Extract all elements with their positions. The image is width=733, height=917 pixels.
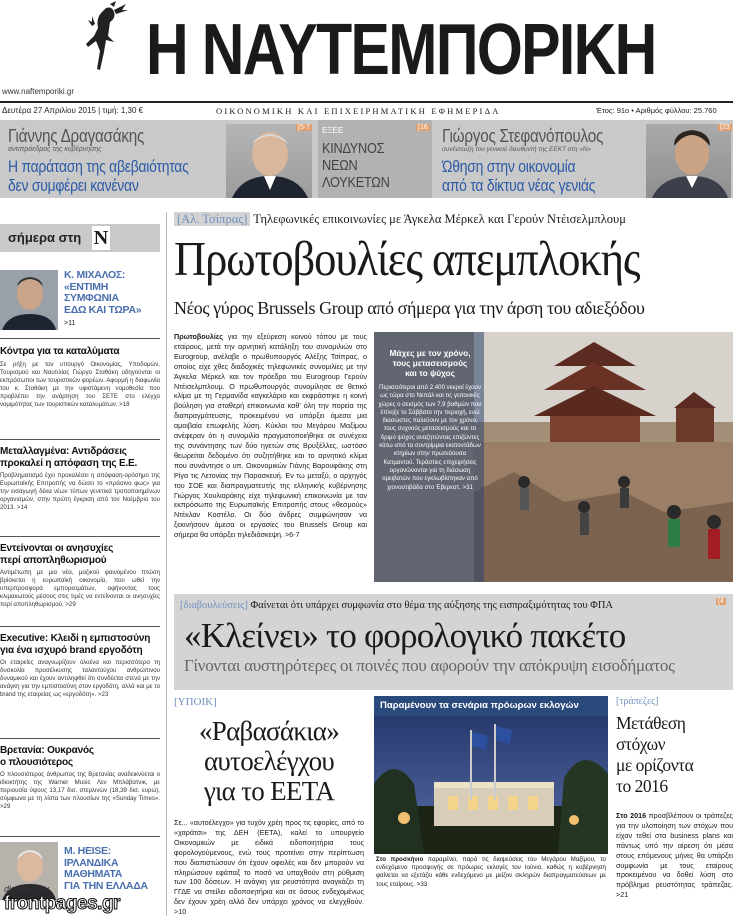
ppc-story[interactable] <box>174 696 364 916</box>
dateline: Δευτέρα 27 Απριλίου 2015 | τιμή: 1,30 € <box>2 106 144 115</box>
teaser-line: ΝΕΩΝ <box>322 157 358 174</box>
teaser-headline: από τα δίκτυα νέας γενιάς <box>442 176 596 195</box>
sidebar-item[interactable]: Μεταλλαγμένα: Αντιδράσεις προκαλεί η απόφαση της Ε.Ε. Προβληματισμό έχει προκαλέσει η απόφαση-ορόσημο της Ευρωπαϊκής Επιτροπής να δώσει το «πράσινο φως» για την εισαγωγή δέκα νέων τύπων γενετικά τροποποιημένων οργανισμών, στην πρώτη έγκριση από τον Νοέμβριο του 2013. >14 <box>0 446 160 512</box>
teaser-tag: ΕΞΕΕ <box>322 126 344 135</box>
teaser-dragasakis[interactable] <box>0 120 314 198</box>
ppc-headline: για το ΕΕΤΑ <box>203 776 335 806</box>
sidebar-divider <box>0 836 160 837</box>
lead-deck: Νέος γύρος Brussels Group από σήμερα για την άρση του αδιεξόδου <box>174 298 645 318</box>
masthead-subtitle: ΟΙΚΟΝΟΜΙΚΗ ΚΑΙ ΕΠΙΧΕΙΡΗΜΑΤΙΚΗ ΕΦΗΜΕΡΙΔΑ <box>216 106 501 116</box>
elections-caption: Στο προσκήνιο παραμένει, παρά τις διαψεύσεις του Μεγάρου Μαξίμου, το ενδεχόμενο προσφυγής σε πρόωρες εκλογές τον Ιούνιο, καθώς η κυβέρνηση φαίνεται να εξετάζει κάθε ενδεχόμενο με μείζον σκληρών διαπραγματεύσεων με τους εταίρους. >33 <box>376 856 606 888</box>
banks-story[interactable] <box>616 696 733 916</box>
teaser-headline: Η παράταση της αβεβαιότητας <box>8 157 189 176</box>
sidebar-divider <box>0 626 160 627</box>
nepal-caption: Μάχες με τον χρόνο, τους μετασεισμούς και το ψύχος Περισσότεροι από 2.400 νεκροί έχουν ως τώρα στο Νεπάλ και τις γειτονικές χώρες ο σεισμός των 7,9 βαθμών που έπληξε το Σάββατο την περιοχή, ενώ διασώστες παλεύουν με τον χρόνο, τους συχνούς μετασεισμούς και το δριμύ ψύχος αναζητώντας επιζώντες κάτω από τα συντρίμμια εκατοντάδων κτηρίων στην πρωτεύουσα Κατμαντού. Τεράστιες επιχειρήσεις οργανώνονται για τη διάσωση ορειβατών που εγκλωβίστηκαν από χιονοστιβάδα στο Έβερεστ. >31 <box>378 348 482 491</box>
sidebar-item[interactable]: Executive: Κλειδί η εμπιστοσύνη για ένα ισχυρό brand εργοδότη Οι εταιρείες αναγνωρίζουν όλοένα και περισσότερο τη δυσκολία προσέλκυσης ταλαντούχου ανθρώπινου δυναμικού και έχουν αντιληφθεί ότι συνδέεται στενά με την ανάγκη για την εμπιστοσύνη στον εργοδότη, αλλά και με το brand της εταιρείας ως «εργοδότη». >23 <box>0 633 160 699</box>
teaser-headline: δεν συμφέρει κανέναν <box>8 176 139 195</box>
sidebar <box>0 212 163 916</box>
sidebar-divider <box>0 338 160 339</box>
tax-headline: «Κλείνει» το φορολογικό πακέτο <box>184 616 626 655</box>
tax-subhead: Φαίνεται ότι υπάρχει συμφωνία στο θέμα της αύξησης της εισπραξιμότητας του ΦΠΑ <box>250 600 614 611</box>
tax-subhead-line <box>180 600 725 611</box>
ppc-headline: αυτοελέγχου <box>203 746 335 776</box>
teaser-role: συνέντευξη του γενικού διευθυντή της ΕΕΚΤ στη «Ν» <box>442 146 591 153</box>
sidebar-column-rule <box>166 212 167 916</box>
banks-body: Στο 2016 προσβλέπουν οι τράπεζες για την υλοποίηση των στόχων που είχαν τεθεί στα business plans και πάντως υπό την αίρεση ότι μέσα στους επόμενους μήνες θα υπάρξει συμφωνία με τους εταίρους προκειμένου να δοθεί λύση στο πρόβλημα ρευστότητας τράπεζας. >21 <box>616 811 733 900</box>
banks-headline: με ορίζοντα <box>616 755 694 775</box>
stefanopoulos-photo <box>646 124 731 198</box>
today-label: σήμερα στη <box>8 230 82 245</box>
sidebar-item[interactable]: Κόντρα για τα καταλύματα Σε ρήξη με τον υπουργό Οικονομίας, Υποδομών, Τουρισμού και Ναυτιλίας Γιώργο Σταθάκη οδηγούνται οι εκπρόσωποι των τουριστικών φορέων. Αφορμή η διαφωνία του κ. Σταθάκη με την υφιστάμενη νομοθεσία που προβλέπει την ανάρτηση του ΣΕΤΕ στο ελεγχο νομιμότητας των τουριστικών καταλυμάτων. >18 <box>0 346 160 408</box>
masthead-rule <box>0 101 733 103</box>
tax-page: [4 <box>718 598 724 605</box>
teaser-page: [23 <box>720 124 730 131</box>
masthead-title: Η ΝΑΥΤΕΜΠΟΡΙΚΗ <box>146 10 656 90</box>
heise-teaser[interactable]: Μ. HEISE: ΙΡΛΑΝΔΙΚΑ ΜΑΘΗΜΑΤΑ ΓΙΑ ΤΗΝ ΕΛΛΑΔΑ <box>64 845 148 892</box>
tax-deck: Γίνονται αυστηρότερες οι ποινές που αφορούν την απόκρυψη εισοδήματος <box>184 656 675 675</box>
lead-headline: Πρωτοβουλίες απεμπλοκής <box>174 231 640 286</box>
teaser-stefanopoulos[interactable] <box>434 120 733 198</box>
teaser-page: [5-7 <box>298 124 311 131</box>
elections-title: Παραμένουν τα σενάρια πρόωρων εκλογών <box>380 700 579 711</box>
lead-subhead-line <box>174 212 732 227</box>
teaser-name: Γιώργος Στεφανόπουλος <box>442 126 604 146</box>
ppc-headline: «Ραβασάκια» <box>198 716 340 746</box>
digitized-label: digitized by <box>4 884 50 894</box>
teaser-page: [16 <box>418 124 428 131</box>
lead-subhead: Τηλεφωνικές επικοινωνίες με Άγκελα Μέρκελ και Γερούν Ντέισελμπλουμ <box>253 212 626 226</box>
sidebar-divider <box>0 439 160 440</box>
dragasakis-photo <box>226 124 312 198</box>
issue-number: Έτος: 91ο • Αριθμός φύλλου: 25.760 <box>596 106 717 115</box>
teaser-line: ΚΙΝΔΥΝΟΣ <box>322 140 385 157</box>
michalos-photo <box>0 270 58 330</box>
banks-headline: στόχων <box>616 734 666 754</box>
banks-kicker: [τράπεζες] <box>616 696 659 707</box>
sidebar-item[interactable]: Εντείνονται οι ανησυχίες περί αποπληθωρισμού Αντιμέτωπη με μια νέα, μαζικού φαινομένου πτώση βρίσκεται η ευρωπαϊκή οικονομία, που ωθεί την υπερπροσφορά εμπορευμάτων, αφήνοντας τους κλιμακωτούς μέσους στις τιμές να εντείνονται οι ανησυχίες περί αποπληθωρισμού. >29 <box>0 543 160 609</box>
tax-kicker: [διαβουλεύσεις] <box>180 600 248 611</box>
teaser-name: Γιάννης Δραγασάκης <box>8 126 145 146</box>
interview-quote[interactable]: Κ. ΜΙΧΑΛΟΣ: «ΕΝΤΙΜΗ ΣΥΜΦΩΝΙΑ ΕΔΩ ΚΑΙ ΤΩΡΑ» >11 <box>64 269 142 327</box>
lead-body: Πρωτοβουλίες για την εξεύρεση κοινού τόπου με τους εταίρους, μετά την αρνητική κατάληξη του συνομιλιών στο Eurogroup, ανέλαβε ο πρωθυπουργός Αλέξης Τσίπρας, ο οποίος είχε χθες διαδοχικές τηλεφωνικές συνομιλίες με την Άγκελα Μέρκελ και τον πρόεδρο του Eurogroup Γερούν Ντέισελμπλουμ. Ο πρωθυπουργός συνομίλησε σε θετικό κλίμα με τη Γερμανίδα καγκελάριο και εκφράστηκε η κοινή βούληση για σταθερή επικοινωνία καθ' όλη την πορεία της διαπραγμάτευσης, προκειμένου να υπάρξει άμεσα μια αμοιβαία επωφελής λύση. Κύκλοι του Μεγάρου Μαξίμου ανέφεραν ότι η συνομιλία πραγματοποιήθηκε σε συνέχεια της συνάντησης των δύο ηγετών στις Βρυξέλλες, ωστόσο θεωρείται δεδομένο ότι συζητήθηκε και το αρνητικό κλίμα που συνάντησε ο υπ. Οικονομικών Γιάνης Βαρουφάκης στη Ρίγα τις Λετονίας την Παρασκευή. Εν τω μεταξύ, ο αρχηγός του ΣΟΕ και διαπραγματευτής της ελληνικής κυβέρνησης Γιώργος Χουλιαράκης είχε τηλεφωνική επικοινωνία με τον εκπρόσωπο της Ευρωπαϊκής Επιτροπής στους «θεσμούς» Ντέκλαν Κοστέλο. Οι δύο άνδρες συμφώνησαν να ξεκινήσουν άμεσα οι εργασίες του Brussels Group και σήμερα θα υπάρξει τηλεδιάσκεψη. >6-7 <box>174 332 367 540</box>
banks-headline: Μετάθεση <box>616 713 686 733</box>
sidebar-divider <box>0 536 160 537</box>
today-letter: Ν <box>93 227 109 249</box>
sidebar-item[interactable]: Βρετανία: Ουκρανός ο πλουσιότερος Ο πλουσιότερος άνθρωπος της Βρετανίας αναδεικνύεται ο ιδιοκτήτης της Warner Music Λεν Μπλάβατνικ, με περιουσία ύψους 13,17 δισ. στερλινών (18,39 δισ. ευρώ), σύμφωνα με τη λίστα των πλουσίων της «Sunday Times». >29 <box>0 745 160 811</box>
maximos-photo <box>374 716 608 854</box>
ppc-body: Σε... «αυτοέλεγχο» για τυχόν χρέη προς τις εφορίες, από το «χαράτσι» της ΔΕΗ (ΕΕΤΑ), καλεί το υπουργείο Οικονομικών με ειδικά ειδοποιητήρια τους φορολογούμενους, ενώ τους προτείνει στην περίπτωση που διαπιστώσουν ότι έχουν οφειλές και δεν μπορούν να πληρώσουν εφάπαξ το ποσό να υπαχθούν στη ρύθμιση των 100 δόσεων. Η ανάγκη για ρευστότητα αναγκάζει τη ΓΓΔΕ να στείλει ειδοποιητήρια και σε όσους ενδεχομένως δεν έχουν χρέη αλλά δεν υπάρχει χρόνος να ελεγχθούν. >10 <box>174 818 364 917</box>
ppc-kicker: [ΥΠΟΙΚ] <box>174 696 217 708</box>
teaser-role: αντιπρόεδρος της κυβέρνησης <box>8 146 102 153</box>
teaser-exee[interactable] <box>318 120 432 198</box>
teaser-line: ΛΟΥΚΕΤΩΝ <box>322 174 390 191</box>
lead-kicker: [Αλ. Τσίπρας] <box>174 212 250 226</box>
mercury-logo <box>86 0 134 80</box>
teaser-headline: Ώθηση στην οικονομία <box>442 157 576 176</box>
watermark: frontpages.gr <box>4 893 120 914</box>
sidebar-divider <box>0 738 160 739</box>
banks-headline: το 2016 <box>616 776 668 796</box>
website-label[interactable]: www.naftemporiki.gr <box>2 87 75 96</box>
